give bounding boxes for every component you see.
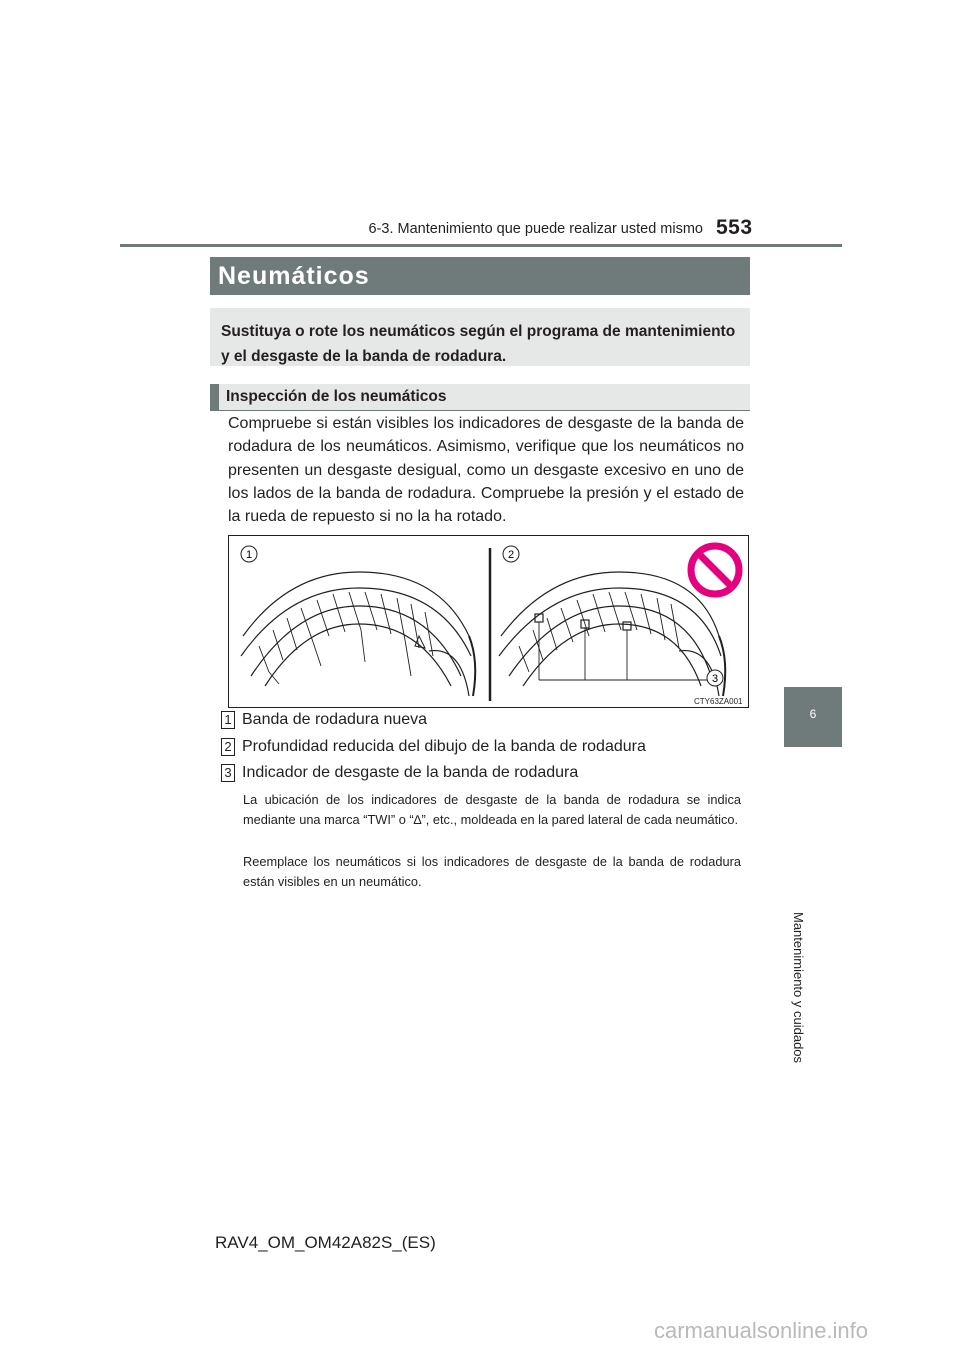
- chapter-number: 6: [809, 707, 817, 721]
- worn-tread-tire: [499, 572, 725, 696]
- callout-1-label: 1: [245, 549, 253, 561]
- chapter-label: Mantenimiento y cuidados: [791, 912, 806, 1064]
- subsection-rule: [210, 410, 750, 411]
- running-header-section: 6-3. Mantenimiento que puede realizar usted mismo: [368, 221, 703, 237]
- footer-manual-code: RAV4_OM_OM42A82S_(ES): [215, 1233, 436, 1252]
- body-paragraph: Compruebe si están visibles los indicadores de desgaste de la banda de rodadura de los neumáticos. Asimismo, verifique que los neumáticos no presenten un desgaste desigual, como un desgaste excesivo en uno de los lados de la banda de rodadura. Compruebe la presión y el estado de la rueda de repuesto si no la ha rotado.: [228, 415, 744, 526]
- tire-figure: [228, 535, 749, 708]
- legend-number-3: 3: [221, 764, 235, 782]
- legend-text-1: Banda de rodadura nueva: [242, 711, 428, 728]
- new-tread-tire: [241, 572, 475, 696]
- note-tread-indicator-location: La ubicación de los indicadores de desgaste de la banda de rodadura se indica mediante una marca “TWI” o “∆”, etc., moldeada en la pared lateral de cada neumático.: [243, 792, 741, 827]
- figure-code: CTY63ZA001: [694, 697, 743, 706]
- page-number: 553: [716, 216, 753, 239]
- watermark: carmanualsonline.info: [654, 1318, 869, 1343]
- legend-text-3: Indicador de desgaste de la banda de rodadura: [242, 764, 579, 781]
- note-replace-tires: Reemplace los neumáticos si los indicadores de desgaste de la banda de rodadura están visibles en un neumático.: [243, 854, 741, 889]
- legend-number-1: 1: [221, 711, 235, 729]
- subsection-title: Inspección de los neumáticos: [226, 388, 447, 405]
- header-rule: [120, 244, 842, 247]
- tire-illustration: [229, 536, 748, 707]
- legend-text-2: Profundidad reducida del dibujo de la banda de rodadura: [242, 738, 646, 755]
- callout-2-label: 2: [507, 549, 515, 561]
- prohibited-icon: [691, 546, 739, 594]
- intro-text: Sustituya o rote los neumáticos según el programa de mantenimiento y el desgaste de la banda de rodadura.: [221, 323, 736, 365]
- callout-3-label: 3: [711, 673, 719, 685]
- legend-number-2: 2: [221, 738, 235, 756]
- page-title: Neumáticos: [218, 262, 370, 290]
